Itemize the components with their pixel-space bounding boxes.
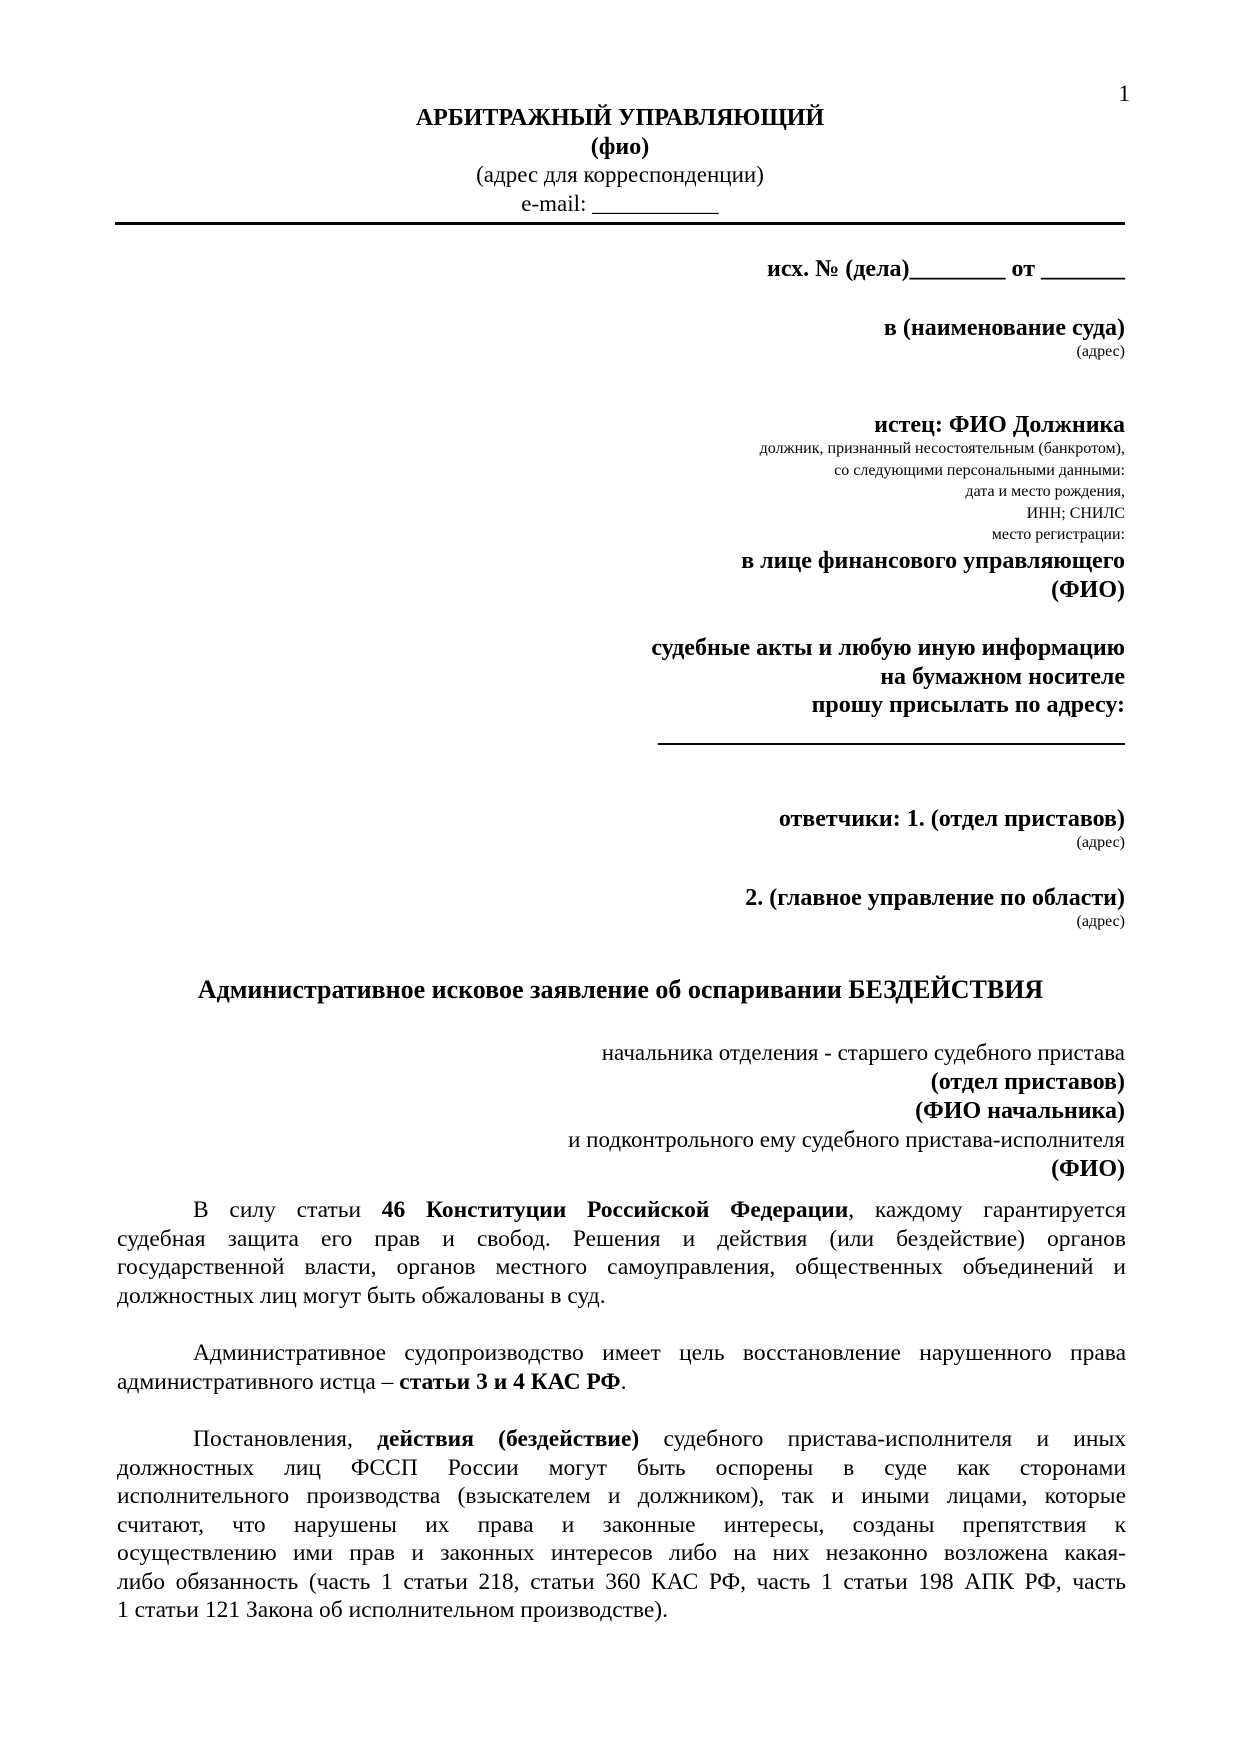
plaintiff-detail: дата и место рождения, [965, 483, 1125, 500]
subject-department: (отдел приставов) [930, 1069, 1125, 1095]
mailing-address-blank [658, 743, 1125, 745]
defendant-1-address: (адрес) [1076, 834, 1125, 851]
paragraph-line: 1 статьи 121 Закона об исполнительном производстве). [117, 1597, 668, 1623]
plaintiff-title: истец: ФИО Должника [874, 412, 1125, 438]
subject-line: и подконтрольного ему судебного пристава-исполнителя [568, 1127, 1125, 1152]
paragraph-line: либо обязанность (часть 1 статьи 218, статьи 360 КАС РФ, часть 1 статьи 198 АПК РФ, часть [117, 1568, 1126, 1595]
subject-line: начальника отделения - старшего судебного пристава [601, 1040, 1125, 1065]
subject-bailiff-name: (ФИО) [1051, 1156, 1125, 1182]
header-email: e-mail: ___________ [521, 191, 719, 216]
paragraph-line: должностных лиц могут быть обжалованы в суд. [117, 1282, 606, 1309]
defendant-2-address: (адрес) [1076, 913, 1125, 930]
letterhead-divider [115, 222, 1125, 225]
paragraph-line: государственной власти, органов местного самоуправления, общественных объединений и [117, 1254, 1126, 1280]
subject-head-name: (ФИО начальника) [915, 1098, 1125, 1124]
header-title: АРБИТРАЖНЫЙ УПРАВЛЯЮЩИЙ [415, 105, 825, 131]
paragraph-line: судебная защита его прав и свобод. Решения и действия (или бездействие) органов [117, 1225, 1126, 1252]
paragraph-2 [117, 1339, 1126, 1396]
paragraph-line: осуществлению ими прав и законных интересов либо на них незаконно возложена какая- [117, 1540, 1126, 1566]
defendant-2: 2. (главное управление по области) [745, 885, 1125, 911]
plaintiff-detail: место регистрации: [991, 526, 1125, 543]
court-address: (адрес) [1076, 343, 1125, 360]
mailing-line: прошу присылать по адресу: [811, 692, 1125, 718]
plaintiff-detail: должник, признанный несостоятельным (банкротом), [759, 440, 1125, 457]
paragraph-line: исполнительного производства (взыскателем и должником), так и иными лицами, которые [117, 1483, 1126, 1509]
plaintiff-detail: со следующими персональными данными: [834, 461, 1125, 479]
document-title: Административное исковое заявление об оспаривании БЕЗДЕЙСТВИЯ [197, 975, 1044, 1004]
plaintiff-representative-name: (ФИО) [1051, 577, 1125, 603]
paragraph-line: считают, что нарушены их права и законные интересы, созданы препятствия к [117, 1511, 1126, 1538]
plaintiff-representative: в лице финансового управляющего [741, 548, 1125, 574]
paragraph-line: административного истца – статьи 3 и 4 КАС РФ. [117, 1368, 627, 1395]
header-name: (фио) [590, 134, 650, 160]
paragraph-line: Постановления, действия (бездействие) судебного пристава-исполнителя и иных [193, 1426, 1127, 1452]
paragraph-1 [117, 1196, 1126, 1310]
paragraph-line: должностных лиц ФССП России могут быть оспорены в суде как сторонами [117, 1454, 1126, 1481]
mailing-line: на бумажном носителе [880, 664, 1125, 690]
outgoing-number: исх. № (дела)________ от _______ [767, 256, 1125, 282]
paragraph-line: В силу статьи 46 Конституции Российской Федерации, каждому гарантируется [193, 1197, 1126, 1223]
court-name: в (наименование суда) [883, 315, 1125, 341]
plaintiff-detail: ИНН; СНИЛС [1026, 504, 1125, 522]
header-address: (адрес для корреспонденции) [476, 162, 764, 187]
page-number: 1 [1118, 81, 1130, 106]
mailing-line: судебные акты и любую иную информацию [651, 635, 1125, 661]
paragraph-3 [117, 1425, 1126, 1625]
paragraph-line: Административное судопроизводство имеет цель восстановление нарушенного права [193, 1340, 1126, 1366]
defendant-1: ответчики: 1. (отдел приставов) [778, 806, 1125, 832]
